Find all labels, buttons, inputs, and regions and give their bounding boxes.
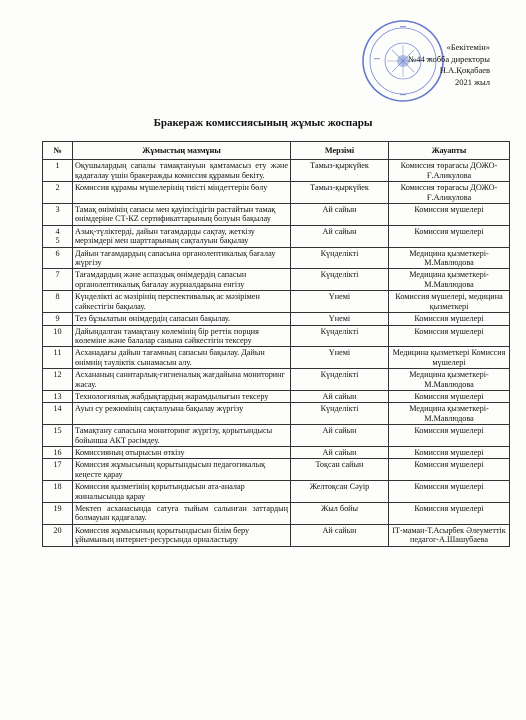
row-period: Үнемі xyxy=(291,313,389,325)
row-responsible: Медицина қызметкері-М.Мавлюдова xyxy=(389,247,510,269)
row-period: Тамыз-қыркүйек xyxy=(291,182,389,204)
row-responsible: Комиссия мүшелері xyxy=(389,313,510,325)
table-header-row xyxy=(43,142,510,160)
row-period: Ай сайын xyxy=(291,225,389,247)
row-responsible: Комиссия мүшелері xyxy=(389,325,510,347)
row-number: 17 xyxy=(43,459,73,481)
row-number: 16 xyxy=(43,446,73,458)
row-number: 6 xyxy=(43,247,73,269)
table-row xyxy=(43,269,510,291)
row-number: 8 xyxy=(43,291,73,313)
row-responsible: Медицина қызметкері Комиссия мүшелері xyxy=(389,347,510,369)
table-row xyxy=(43,182,510,204)
table-row xyxy=(43,225,510,247)
row-content: Тез бұзылатын өнімдердің сапасын бақылау. xyxy=(73,313,291,325)
row-period: Күнделікті xyxy=(291,369,389,391)
row-content: Комиссия қызметінің қорытындысын ата-аналар жиналысында қарау xyxy=(73,481,291,503)
table-row xyxy=(43,347,510,369)
table-row xyxy=(43,390,510,402)
row-number: 3 xyxy=(43,204,73,226)
table-row xyxy=(43,325,510,347)
row-number: 20 xyxy=(43,524,73,546)
table-row xyxy=(43,313,510,325)
table-row xyxy=(43,369,510,391)
table-row xyxy=(43,503,510,525)
row-content: Комиссия жұмысының қорытындысын білім беру ұйымының интернет-ресурсында орналастыру xyxy=(73,524,291,546)
row-content: Тағамдардың және аспаздық өнімдердің сапасын органолептикалық бағалау журналдарына енгізу xyxy=(73,269,291,291)
row-responsible: Комиссия мүшелері xyxy=(389,204,510,226)
header-period: Мерзімі xyxy=(291,142,389,160)
table-row xyxy=(43,481,510,503)
table-body xyxy=(43,160,510,546)
row-responsible: Комиссия мүшелері, медицина қызметкері xyxy=(389,291,510,313)
row-number: 19 xyxy=(43,503,73,525)
row-period: Желтоқсан Сәуір xyxy=(291,481,389,503)
row-number: 14 xyxy=(43,403,73,425)
header-resp: Жауапты xyxy=(389,142,510,160)
approval-line-2: №44 жобба директоры xyxy=(408,53,490,64)
row-content: Тамақтану сапасына мониторинг жүргізу, қорытындысы бойынша АКТ рәсімдеу. xyxy=(73,425,291,447)
table-row xyxy=(43,204,510,226)
row-period: Үнемі xyxy=(291,347,389,369)
row-responsible: Комиссия мүшелері xyxy=(389,503,510,525)
row-number: 10 xyxy=(43,325,73,347)
row-content: Ауыз су режимінің сақталуына бақылау жүргізу xyxy=(73,403,291,425)
row-content: Технологиялық жабдықтардың жарамдылығын тексеру xyxy=(73,390,291,402)
row-period: Күнделікті xyxy=(291,247,389,269)
row-content: Комиссия жұмысының қорытындысын педагогикалық кеңесте қарау xyxy=(73,459,291,481)
row-period: Ай сайын xyxy=(291,204,389,226)
row-responsible: Комиссия мүшелері xyxy=(389,425,510,447)
row-number: 7 xyxy=(43,269,73,291)
row-period: Күнделікті xyxy=(291,403,389,425)
row-period: Тоқсан сайын xyxy=(291,459,389,481)
row-content: Күнделікті ас мәзірінің перспективалық ас мәзірімен сәйкестігін бақылау. xyxy=(73,291,291,313)
table-row xyxy=(43,247,510,269)
work-plan-table xyxy=(42,141,510,547)
table-row xyxy=(43,403,510,425)
row-responsible: Медицина қызметкері-М.Мавлюдова xyxy=(389,403,510,425)
row-period: Үнемі xyxy=(291,291,389,313)
row-content: Тамақ өнімінің сапасы мен қауіпсіздігін растайтын тамақ өнімдеріне СТ-КZ сертификаттарының болуын бақылау xyxy=(73,204,291,226)
header-content: Жұмыстың мазмұны xyxy=(73,142,291,160)
row-content: Азық-түліктерді, дайын тағамдарды сақтау, жеткізу мерзімдері мен шарттарының сақталуын бақылау xyxy=(73,225,291,247)
table-row xyxy=(43,291,510,313)
header-num: № xyxy=(43,142,73,160)
row-content: Асханадағы дайын тағамның сапасын бақылау. Дайын өнімнің тәуліктік сынамасын алу. xyxy=(73,347,291,369)
table-row xyxy=(43,160,510,182)
row-content: Дайын тағамдардың сапасына органолептикалық бағалау жүргізу xyxy=(73,247,291,269)
row-number: 18 xyxy=(43,481,73,503)
row-content: Комиссияның отырысын өткізу xyxy=(73,446,291,458)
table-row xyxy=(43,446,510,458)
table-row xyxy=(43,459,510,481)
row-number: 15 xyxy=(43,425,73,447)
row-number: 11 xyxy=(43,347,73,369)
row-content: Дайындалған тамақтану көлемінің бір реттік порция көлеміне және балалар санына сәйкестігін тексеру xyxy=(73,325,291,347)
row-number: 4 5 xyxy=(43,225,73,247)
row-number: 1 xyxy=(43,160,73,182)
row-period: Жыл бойы xyxy=(291,503,389,525)
row-responsible: Комиссия мүшелері xyxy=(389,481,510,503)
row-number: 12 xyxy=(43,369,73,391)
row-responsible: Комиссия мүшелері xyxy=(389,225,510,247)
row-period: Ай сайын xyxy=(291,425,389,447)
row-period: Ай сайын xyxy=(291,524,389,546)
row-responsible: Комиссия мүшелері xyxy=(389,390,510,402)
row-responsible: Комиссия мүшелері xyxy=(389,446,510,458)
row-number: 13 xyxy=(43,390,73,402)
row-period: Ай сайын xyxy=(291,390,389,402)
row-period: Күнделікті xyxy=(291,325,389,347)
row-content: Оқушылардың сапалы тамақтануын қамтамасыз ету және қадағалау үшін бракеражды комиссия құрамын бекіту. xyxy=(73,160,291,182)
row-content: Мектеп асханасында сатуға тыйым салынған заттардың болмауын қадағалау. xyxy=(73,503,291,525)
row-responsible: ІТ-маман-Т.Асырбек Әлеуметтік педагог-А.Шашубаева xyxy=(389,524,510,546)
page-title: Бракераж комиссиясының жұмыс жоспары xyxy=(153,117,373,129)
row-number: 2 xyxy=(43,182,73,204)
row-responsible: Медицина қызметкері-М.Мавлюдова xyxy=(389,369,510,391)
row-responsible: Комиссия төрағасы ДОЖО-Ғ.Аликулова xyxy=(389,182,510,204)
row-responsible: Медицина қызметкері-М.Мавлюдова xyxy=(389,269,510,291)
row-responsible: Комиссия төрағасы ДОЖО-Ғ.Аликулова xyxy=(389,160,510,182)
row-period: Тамыз-қыркүйек xyxy=(291,160,389,182)
approval-line-1: «Бекітемін» xyxy=(446,42,490,52)
row-period: Ай сайын xyxy=(291,446,389,458)
table-row xyxy=(43,425,510,447)
table-row xyxy=(43,524,510,546)
row-content: Комиссия құрамы мүшелерінің тиісті міндеттерін бөлу xyxy=(73,182,291,204)
row-content: Асхананың санитарлық-гигиеналық жағдайына мониторинг жасау. xyxy=(73,369,291,391)
row-period: Күнделікті xyxy=(291,269,389,291)
row-number: 9 xyxy=(43,313,73,325)
row-responsible: Комиссия мүшелері xyxy=(389,459,510,481)
approval-block xyxy=(370,42,490,88)
approval-line-3: Н.А.Қоқабаев xyxy=(439,65,490,75)
approval-line-4: 2021 жыл xyxy=(455,76,490,87)
